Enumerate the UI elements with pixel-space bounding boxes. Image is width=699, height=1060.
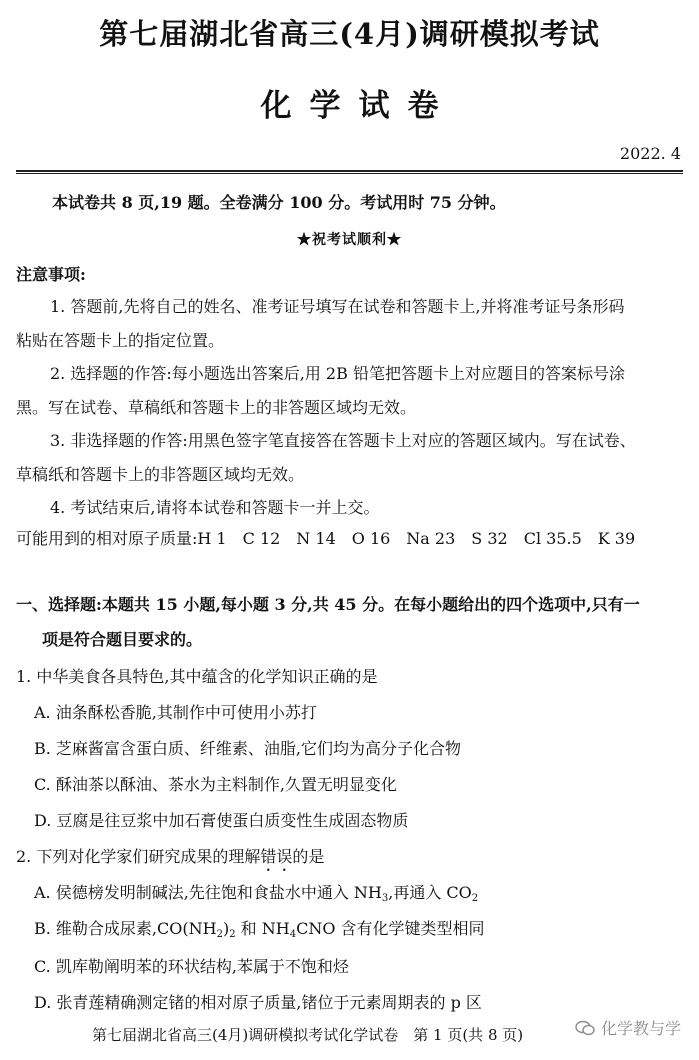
q2b-sub-2: 2 [229,929,236,940]
q2b-sub-3: 4 [289,929,297,940]
q2a-text: A. 侯德榜发明制碱法,先往饱和食盐水中通入 NH [34,883,382,902]
q2a-sub-2: 2 [471,893,479,904]
q2a-mid: ,再通入 CO [388,883,472,902]
q2b-text: B. 维勒合成尿素,CO(NH [34,919,217,938]
question-1-option-a: A. 油条酥松香脆,其制作中可使用小苏打 [34,703,317,722]
notice-item-1-line-2: 粘贴在答题卡上的指定位置。 [16,331,225,350]
q2b-mid-2: 和 NH [235,919,290,938]
question-2-option-d: D. 张青莲精确测定锗的相对原子质量,锗位于元素周期表的 p 区 [34,993,482,1012]
question-2-stem-part-1: 2. 下列对化学家们研究成果的理解 [16,847,261,866]
question-1-option-b: B. 芝麻酱富含蛋白质、纤维素、油脂,它们均为高分子化合物 [34,739,462,758]
question-2-option-c: C. 凯库勒阐明苯的环状结构,苯属于不饱和烃 [34,957,349,976]
notice-item-2-line-1: 2. 选择题的作答:每小题选出答案后,用 2B 铅笔把答题卡上对应题目的答案标号涂 [50,364,625,383]
header-divider [16,170,683,174]
q2b-end: CNO 含有化学键类型相同 [296,919,485,938]
question-2-option-b [34,916,485,940]
question-2-stem [16,844,324,875]
blessing-line: ★祝考试顺利★ [297,232,402,248]
chat-bubble-icon [575,1020,595,1036]
notice-heading: 注意事项: [16,265,86,284]
question-1-option-c: C. 酥油茶以酥油、茶水为主料制作,久置无明显变化 [34,775,397,794]
exam-info: 本试卷共 8 页,19 题。全卷满分 100 分。考试用时 75 分钟。 [52,193,506,212]
section-1-heading-line-2: 项是符合题目要求的。 [42,630,203,649]
question-1-stem: 1. 中华美食各具特色,其中蕴含的化学知识正确的是 [16,667,378,686]
question-1-option-d: D. 豆腐是往豆浆中加石膏使蛋白质变性生成固态物质 [34,811,409,830]
watermark [575,1016,681,1039]
exam-title: 第七届湖北省高三(4月)调研模拟考试 [99,17,600,51]
notice-item-2-line-2: 黑。写在试卷、草稿纸和答题卡上的非答题区域均无效。 [16,398,417,417]
question-2-option-a [34,880,478,904]
exam-date: 2022. 4 [619,144,681,163]
atomic-masses: 可能用到的相对原子质量:H 1 C 12 N 14 O 16 Na 23 S 32 Cl 35.5 K 39 [16,529,636,548]
question-2-stem-emphasis: 错误 [260,847,293,866]
notice-item-3-line-2: 草稿纸和答题卡上的非答题区域均无效。 [16,465,305,484]
section-1-heading-line-1: 一、选择题:本题共 15 小题,每小题 3 分,共 45 分。在每小题给出的四个选项中,只有一 [16,595,640,614]
notice-item-1-line-1: 1. 答题前,先将自己的姓名、准考证号填写在试卷和答题卡上,并将准考证号条形码 [50,297,625,316]
notice-item-3-line-1: 3. 非选择题的作答:用黑色签字笔直接答在答题卡上对应的答题区域内。写在试卷、 [50,431,636,450]
notice-item-4: 4. 考试结束后,请将本试卷和答题卡一并上交。 [50,498,380,517]
q2a-sub-1: 3 [381,893,389,904]
page-footer: 第七届湖北省高三(4月)调研模拟考试化学试卷 第 1 页(共 8 页) [92,1026,524,1044]
watermark-text: 化学教与学 [600,1019,681,1038]
question-2-stem-part-2: 的是 [292,847,325,866]
q2b-sub-1: 2 [216,929,223,940]
q2b-mid-1: ) [222,919,230,938]
exam-subject-title: 化学试卷 [260,88,457,124]
